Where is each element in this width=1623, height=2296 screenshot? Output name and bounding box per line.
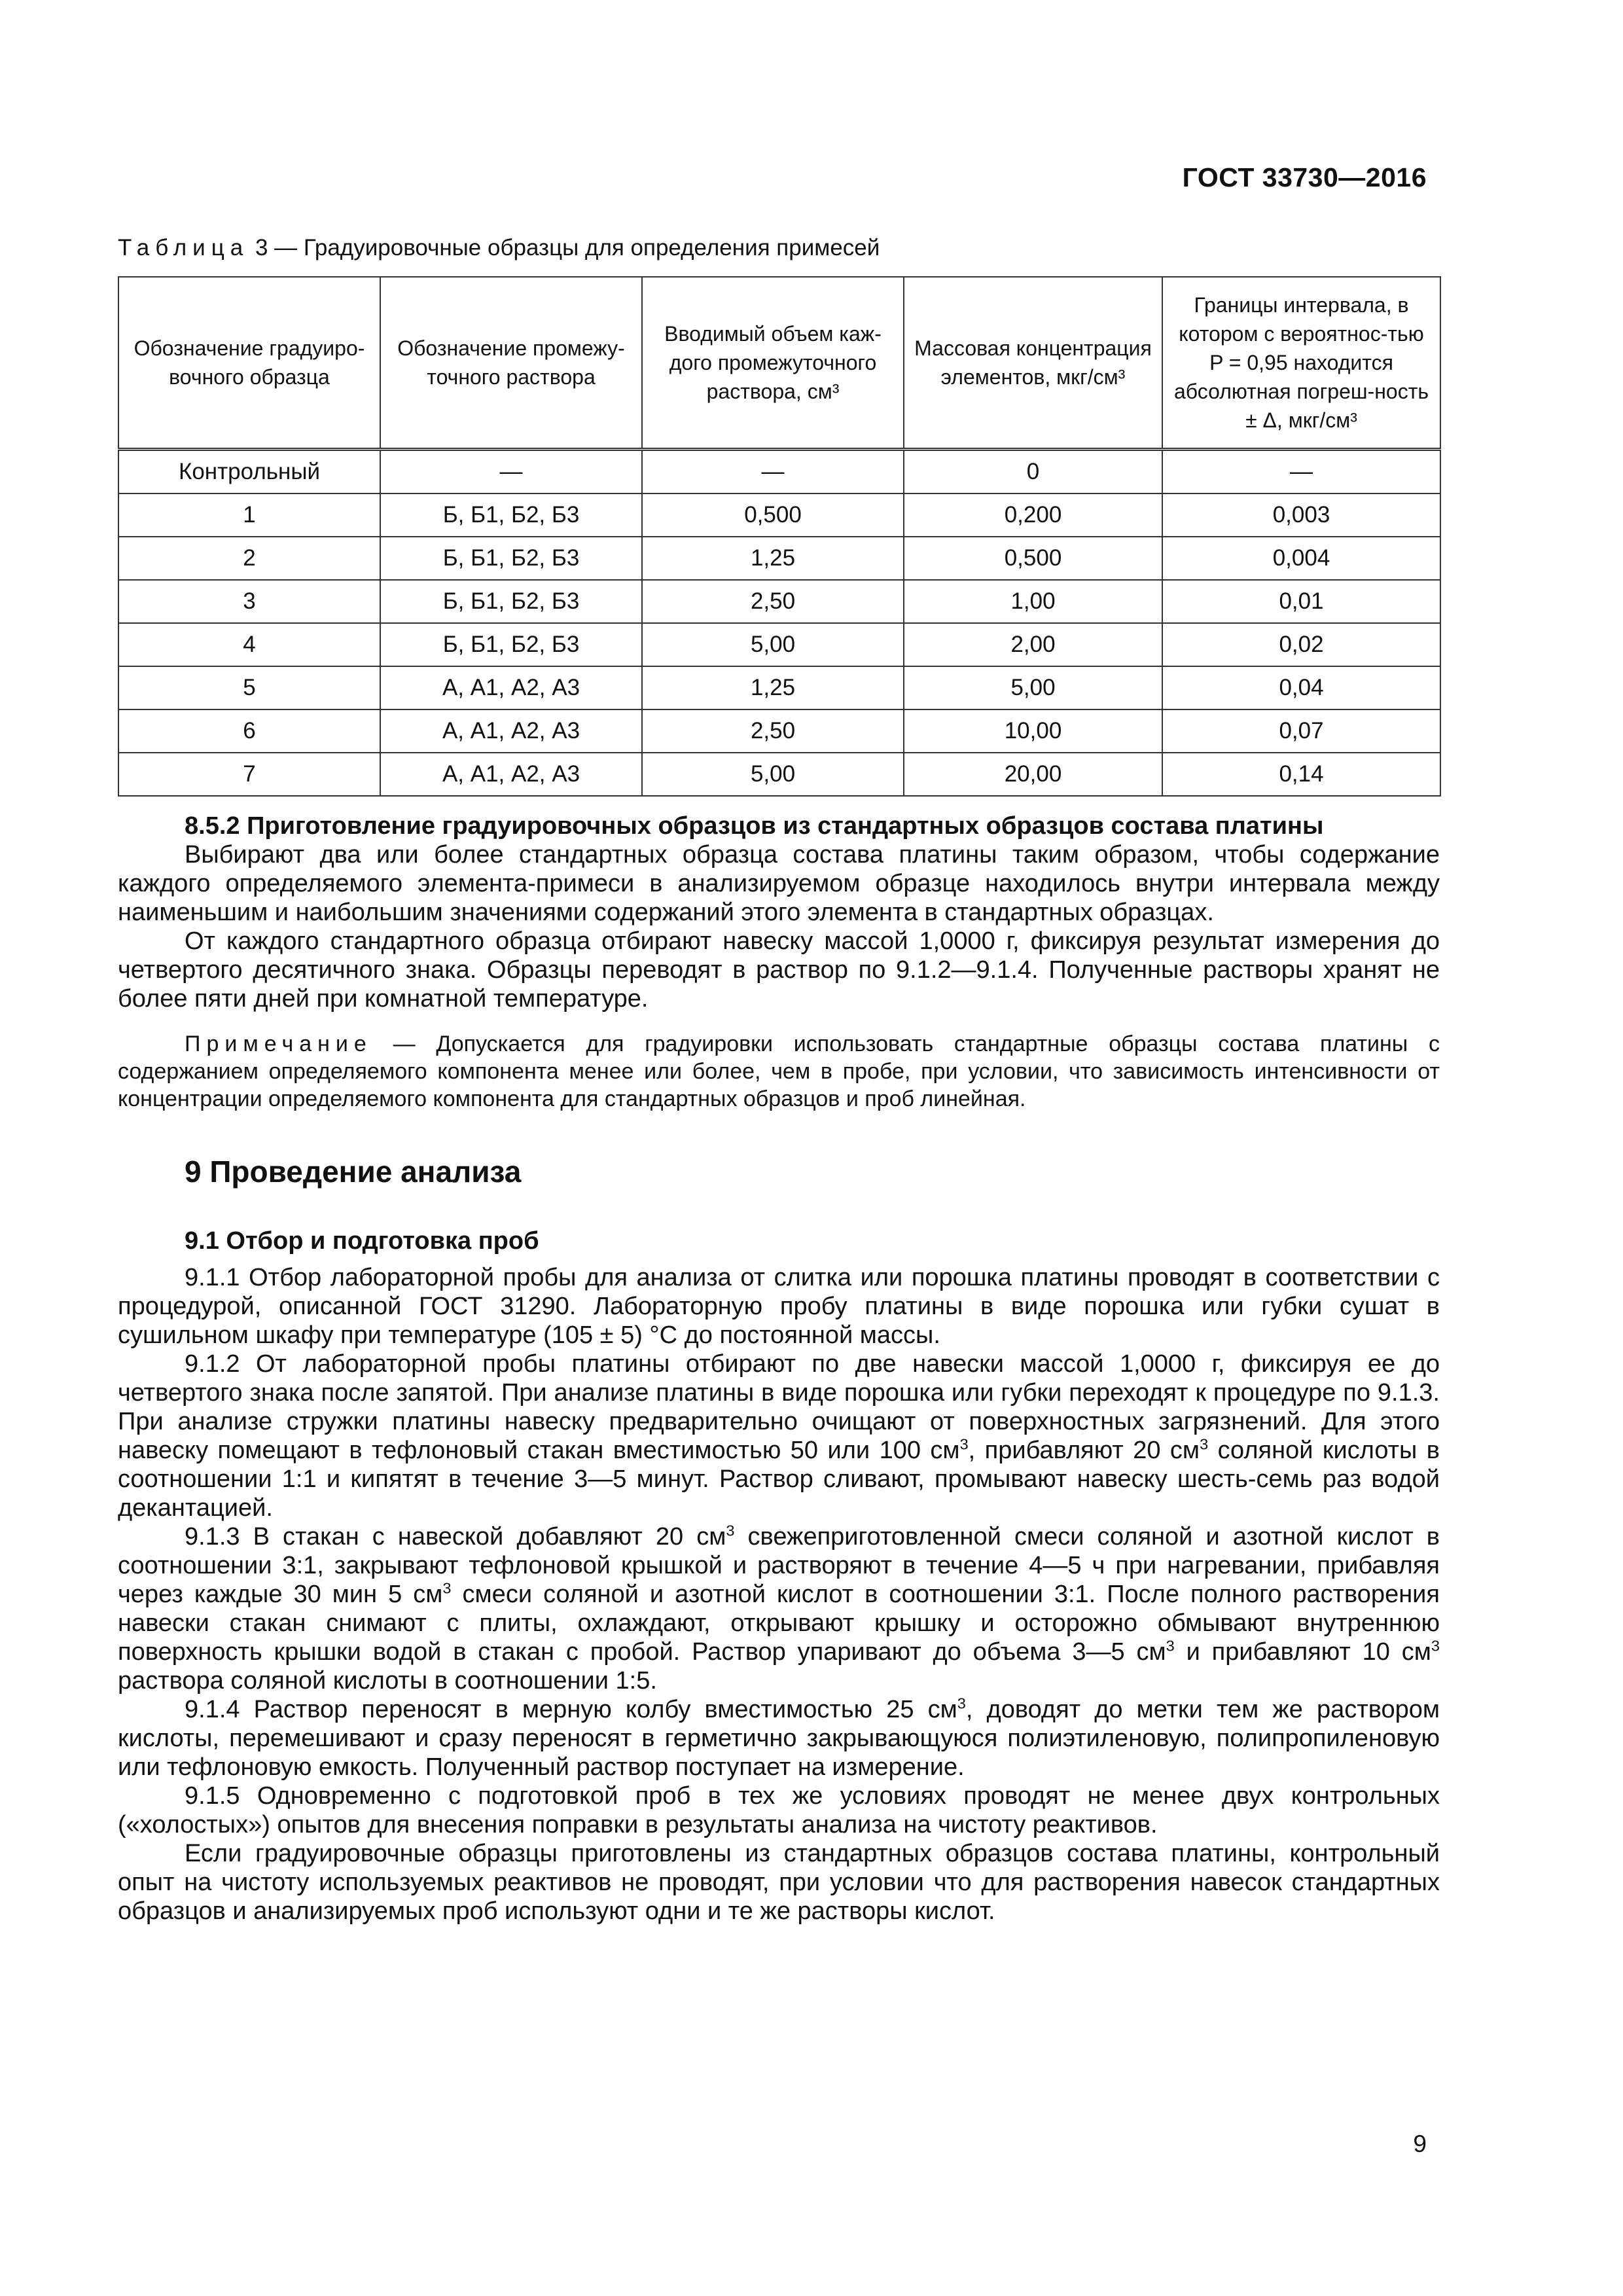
table-row (118, 709, 1440, 753)
table-cell: 0,14 (1162, 753, 1440, 796)
paragraph: Выбирают два или более стандартных образца состава платины таким образом, чтобы содержание каждого определяемого элемента-примеси в анализируемом образце находилось внутри интервала между наименьшим и наибольшим значениями содержаний этого элемента в стандартных образцах. (118, 841, 1440, 926)
text-run: и прибавляют 10 см (1174, 1638, 1431, 1666)
table-row (118, 623, 1440, 666)
text-run: 9.1.4 Раствор переносят в мерную колбу вместимостью 25 см (185, 1696, 957, 1723)
paragraph-9-1-5: 9.1.5 Одновременно с подготовкой проб в тех же условиях проводят не менее двух контрольных («холостых») опытов для внесения поправки в результаты анализа на чистоту реактивов. (118, 1782, 1440, 1839)
section-title: 9 Проведение анализа (185, 1155, 522, 1189)
document-body (118, 812, 1440, 1926)
text-run: 9.1.3 В стакан с навеской добавляют 20 см (185, 1523, 726, 1551)
table-caption-word: Таблица (118, 235, 249, 260)
text-run: свежеприготовленной смеси соляной и азотной кислот в соотношении 3:1, закрывают тефлоновой крышкой и растворяют в течение 4—5 ч при нагревании, прибавляя через каждые 30 мин 5 см (118, 1523, 1440, 1608)
table-cell: 1 (118, 493, 380, 537)
text-run: 9.1.2 От лабораторной пробы платины отбирают по две навески массой 1,0000 г, фиксируя ее до четвертого знака после запятой. При анализе платины в виде порошка или губки переходят к процедуре по 9.1.3. При анализе стружки платины навеску предварительно очищают от поверхностных загрязнений. Для этого навеску помещают в тефлоновый стакан вместимостью 50 или 100 см (118, 1350, 1440, 1464)
table-cell: А, А1, А2, А3 (380, 666, 642, 709)
table-header-row (118, 277, 1440, 450)
table-cell: 5 (118, 666, 380, 709)
table-cell: 5,00 (642, 753, 904, 796)
table-row (118, 537, 1440, 580)
column-header: Обозначение градуиро-вочного образца (118, 277, 380, 450)
table-cell: 0,01 (1162, 580, 1440, 623)
table-cell: Б, Б1, Б2, Б3 (380, 623, 642, 666)
table-cell: 0,500 (642, 493, 904, 537)
table-cell: — (1162, 450, 1440, 494)
column-header: Границы интервала, в котором с вероятнос-тью P = 0,95 находится абсолютная погреш-ность ± Δ, мкг/см³ (1162, 277, 1440, 450)
table-cell: Б, Б1, Б2, Б3 (380, 580, 642, 623)
text-run: смеси соляной и азотной кислот в соотношении 3:1. После полного растворения навески стакан снимают с плиты, охлаждают, открывают крышку и осторожно обмывают внутреннюю поверхность крышки водой в стакан с пробой. Раствор упаривают до объема 3—5 см (118, 1581, 1440, 1666)
table-cell: Б, Б1, Б2, Б3 (380, 537, 642, 580)
table-cell: 10,00 (904, 709, 1162, 753)
table-cell: 20,00 (904, 753, 1162, 796)
table-cell: 1,25 (642, 537, 904, 580)
paragraph-9-1-3: 9.1.3 В стакан с навеской добавляют 20 $см^3$ свежеприготовленной смеси соляной и азотной кислот в соотношении 3:1, закрывают тефлоновой крышкой и растворяют в течение 4—5 ч при нагревании, прибавляя через каждые 30 мин 5 $см^3$ смеси соляной и азотной кислот в соотношении 3:1. После полного растворения навески стакан снимают с плиты, охлаждают, открывают крышку и осторожно обмывают внутреннюю поверхность крышки водой в стакан с пробой. Раствор упаривают до объема 3—5 $см^3$ и прибавляют 10 $см^3$ раствора соляной кислоты в соотношении 1:5. (118, 1522, 1440, 1695)
table-cell: 1,25 (642, 666, 904, 709)
table-cell: 0,003 (1162, 493, 1440, 537)
section-8-5-2-heading: 8.5.2 Приготовление градуировочных образцов из стандартных образцов состава платины (185, 812, 1324, 840)
calibration-samples-table (118, 276, 1441, 797)
table-cell: 2 (118, 537, 380, 580)
table-cell: 3 (118, 580, 380, 623)
table-cell: — (380, 450, 642, 494)
table-caption-text: 3 — Градуировочные образцы для определения примесей (249, 235, 880, 260)
table-cell: 2,50 (642, 580, 904, 623)
table-cell: Контрольный (118, 450, 380, 494)
table-cell: 5,00 (642, 623, 904, 666)
table-cell: Б, Б1, Б2, Б3 (380, 493, 642, 537)
table-cell: 0,07 (1162, 709, 1440, 753)
table-cell: 0,04 (1162, 666, 1440, 709)
page-number: 9 (1413, 2130, 1427, 2157)
paragraph: Если градуировочные образцы приготовлены из стандартных образцов состава платины, контрольный опыт на чистоту используемых реактивов не проводят, при условии что для растворения навесок стандартных образцов и анализируемых проб используют одни и те же растворы кислот. (118, 1840, 1440, 1925)
table-row (118, 666, 1440, 709)
note (118, 1030, 1440, 1113)
text-run: , прибавляют 20 см (968, 1437, 1200, 1464)
table-cell: А, А1, А2, А3 (380, 753, 642, 796)
table-cell: 6 (118, 709, 380, 753)
column-header: Массовая концентрация элементов, мкг/см³ (904, 277, 1162, 450)
table-cell: — (642, 450, 904, 494)
subsection-title: 9.1 Отбор и подготовка проб (185, 1227, 539, 1255)
table-cell: 5,00 (904, 666, 1162, 709)
table-cell: А, А1, А2, А3 (380, 709, 642, 753)
paragraph-9-1-1: 9.1.1 Отбор лабораторной пробы для анализа от слитка или порошка платины проводят в соответствии с процедурой, описанной ГОСТ 31290. Лабораторную пробу платины в виде порошка или губки сушат в сушильном шкафу при температуре (105 ± 5) °С до постоянной массы. (118, 1264, 1440, 1349)
table-caption (118, 232, 1427, 264)
table-cell: 1,00 (904, 580, 1162, 623)
table-cell: 0,02 (1162, 623, 1440, 666)
table-row (118, 493, 1440, 537)
paragraph: От каждого стандартного образца отбирают навеску массой 1,0000 г, фиксируя результат измерения до четвертого десятичного знака. Образцы переводят в раствор по 9.1.2—9.1.4. Полученные растворы хранят не более пяти дней при комнатной температуре. (118, 927, 1440, 1013)
table-cell: 4 (118, 623, 380, 666)
text-run: , доводят до метки тем же раствором кислоты, перемешивают и сразу переносят в герметично закрывающуюся полиэтиленовую, полипропиленовую или тефлоновую емкость. Полученный раствор поступает на измерение. (118, 1696, 1440, 1781)
table-cell: 0,200 (904, 493, 1162, 537)
table-cell: 0 (904, 450, 1162, 494)
note-label: Примечание (185, 1031, 372, 1056)
table-cell: 7 (118, 753, 380, 796)
text-run: раствора соляной кислоты в соотношении 1:5. (118, 1667, 657, 1695)
table-row (118, 580, 1440, 623)
document-standard-number: ГОСТ 33730—2016 (1182, 162, 1427, 192)
table-row (118, 753, 1440, 796)
paragraph-9-1-2: 9.1.2 От лабораторной пробы платины отбирают по две навески массой 1,0000 г, фиксируя ее до четвертого знака после запятой. При анализе платины в виде порошка или губки переходят к процедуре по 9.1.3. При анализе стружки платины навеску предварительно очищают от поверхностных загрязнений. Для этого навеску помещают в тефлоновый стакан вместимостью 50 или 100 $см^3$, прибавляют 20 $см^3$ соляной кислоты в соотношении 1:1 и кипятят в течение 3—5 минут. Раствор сливают, промывают навеску шесть-семь раз водой декантацией. (118, 1350, 1440, 1522)
table-cell: 2,00 (904, 623, 1162, 666)
paragraph-9-1-4: 9.1.4 Раствор переносят в мерную колбу вместимостью 25 $см^3$, доводят до метки тем же раствором кислоты, перемешивают и сразу переносят в герметично закрывающуюся полиэтиленовую, полипропиленовую или тефлоновую емкость. Полученный раствор поступает на измерение. (118, 1695, 1440, 1781)
text-run: соляной кислоты в соотношении 1:1 и кипятят в течение 3—5 минут. Раствор сливают, промывают навеску шесть-семь раз водой декантацией. (118, 1437, 1440, 1522)
column-header: Обозначение промежу-точного раствора (380, 277, 642, 450)
note-text: — Допускается для градуировки использовать стандартные образцы состава платины с содержанием определяемого компонента менее или более, чем в пробе, при условии, что зависимость интенсивности от концентрации определяемого компонента для стандартных образцов и проб линейная. (118, 1031, 1440, 1111)
table-cell: 2,50 (642, 709, 904, 753)
column-header: Вводимый объем каж-дого промежуточного раствора, см³ (642, 277, 904, 450)
table-cell: 0,004 (1162, 537, 1440, 580)
table-row (118, 450, 1440, 494)
table-cell: 0,500 (904, 537, 1162, 580)
